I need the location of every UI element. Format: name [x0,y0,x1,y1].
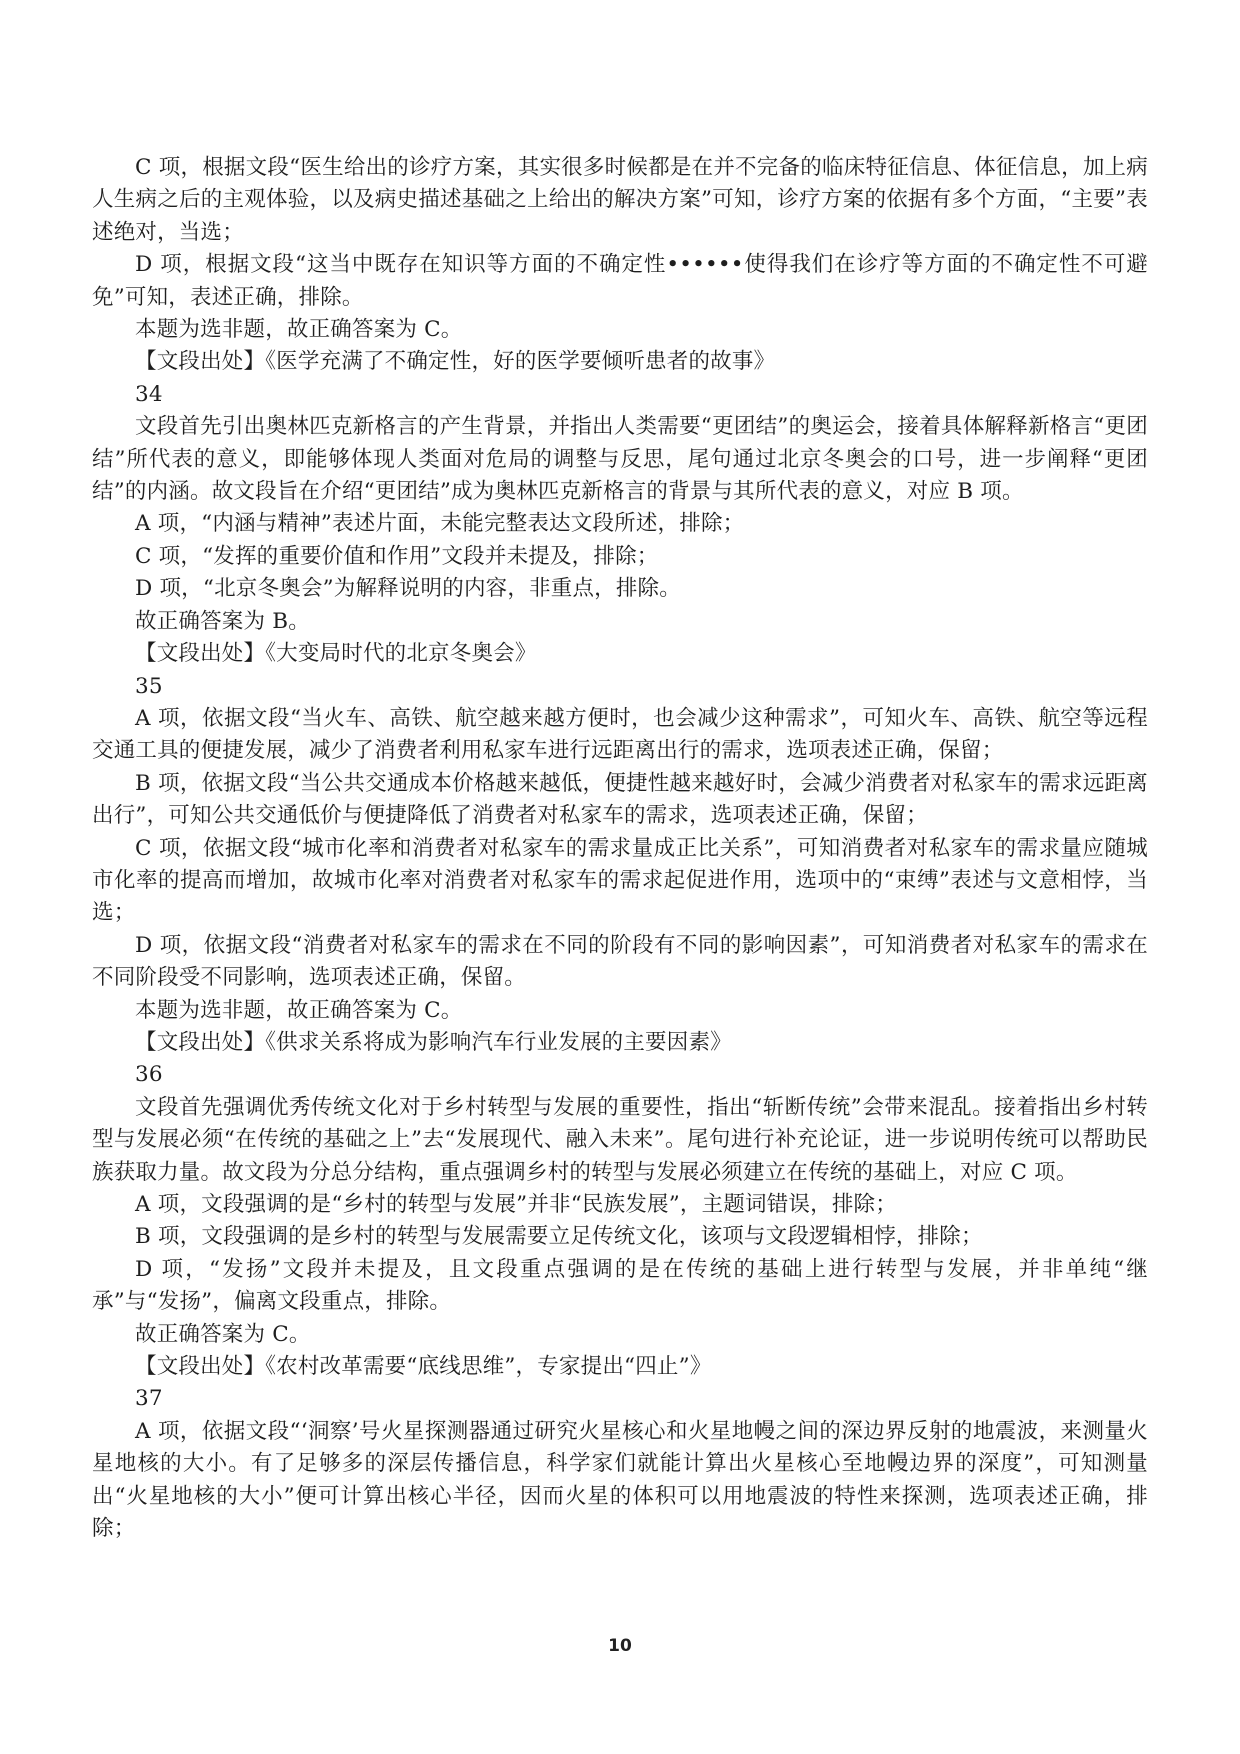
paragraph: A 项，文段强调的是“乡村的转型与发展”并非“民族发展”，主题词错误，排除； [135,1192,897,1217]
paragraph: 35 [135,673,163,699]
paragraph: B 项，文段强调的是乡村的转型与发展需要立足传统文化，该项与文段逻辑相悖，排除； [135,1224,983,1250]
paragraph: 【文段出处】《医学充满了不确定性，好的医学要倾听患者的故事》 [135,349,776,375]
paragraph: 34 [135,381,163,407]
paragraph: A 项，“内涵与精神”表述片面，未能完整表达文段所述，排除； [135,511,745,537]
paragraph: C 项，依据文段“城市化率和消费者对私家车的需求量成正比关系”，可知消费者对私家车的需求量应随城市化率的提高而增加，故城市化率对消费者对私家车的需求起促进作用，选项中的“束缚”表述与文意相悖，当选； [92,835,1148,926]
paragraph: A 项，依据文段“当火车、高铁、航空越来越方便时，也会减少这种需求”，可知火车、高铁、航空等远程交通工具的便捷发展，减少了消费者利用私家车进行远距离出行的需求，选项表述正确，保留； [92,705,1148,764]
paragraph: 故正确答案为 C。 [135,1321,311,1347]
paragraph: 【文段出处】《农村改革需要“底线思维”，专家提出“四止”》 [135,1354,712,1380]
paragraph: B 项，依据文段“当公共交通成本价格越来越低，便捷性越来越好时，会减少消费者对私家车的需求远距离出行”，可知公共交通低价与便捷降低了消费者对私家车的需求，选项表述正确，保留； [92,770,1148,829]
paragraph: 故正确答案为 B。 [135,608,310,634]
paragraph: 37 [135,1386,163,1412]
paragraph: 文段首先引出奥林匹克新格言的产生背景，并指出人类需要“更团结”的奥运会，接着具体解释新格言“更团结”所代表的意义，即能够体现人类面对危局的调整与反思，尾句通过北京冬奥会的口号，进一步阐释“更团结”的内涵。故文段旨在介绍“更团结”成为奥林匹克新格言的背景与其所代表的意义，对应 B 项。 [92,414,1148,505]
paragraph: A 项，依据文段“‘洞察’号火星探测器通过研究火星核心和火星地幔之间的深边界反射的地震波，来测量火星地核的大小。有了足够多的深层传播信息，科学家们就能计算出火星核心至地幔边界的深度”，可知测量出“火星地核的大小”便可计算出核心半径，因而火星的体积可以用地震波的特性来探测，选项表述正确，排除； [92,1418,1148,1542]
paragraph: 本题为选非题，故正确答案为 C。 [135,317,463,343]
paragraph: D 项，依据文段“消费者对私家车的需求在不同的阶段有不同的影响因素”，可知消费者对私家车的需求在不同阶段受不同影响，选项表述正确，保留。 [92,932,1148,991]
paragraph: 36 [135,1062,163,1088]
paragraph: 【文段出处】《供求关系将成为影响汽车行业发展的主要因素》 [135,1029,732,1055]
paragraph: C 项，根据文段“医生给出的诊疗方案，其实很多时候都是在并不完备的临床特征信息、体征信息，加上病人生病之后的主观体验，以及病史描述基础之上给出的解决方案”可知，诊疗方案的依据有多个方面，“主要”表述绝对，当选； [92,155,1148,245]
paragraph: 本题为选非题，故正确答案为 C。 [135,997,463,1023]
page-number: 10 [608,1636,632,1656]
paragraph: D 项，“发扬”文段并未提及，且文段重点强调的是在传统的基础上进行转型与发展，并非单纯“继承”与“发扬”，偏离文段重点，排除。 [92,1256,1148,1315]
paragraph: 文段首先强调优秀传统文化对于乡村转型与发展的重要性，指出“斩断传统”会带来混乱。接着指出乡村转型与发展必须“在传统的基础之上”去“发展现代、融入未来”。尾句进行补充论证，进一步说明传统可以帮助民族获取力量。故文段为分总分结构，重点强调乡村的转型与发展必须建立在传统的基础上，对应 C 项。 [92,1094,1148,1185]
body-text [92,152,1148,1545]
paragraph: C 项，“发挥的重要价值和作用”文段并未提及，排除； [135,543,659,569]
paragraph: D 项，根据文段“这当中既存在知识等方面的不确定性••••••使得我们在诊疗等方面的不确定性不可避免”可知，表述正确，排除。 [92,252,1148,310]
paragraph: D 项，“北京冬奥会”为解释说明的内容，非重点，排除。 [135,576,681,602]
paragraph: 【文段出处】《大变局时代的北京冬奥会》 [135,641,537,667]
